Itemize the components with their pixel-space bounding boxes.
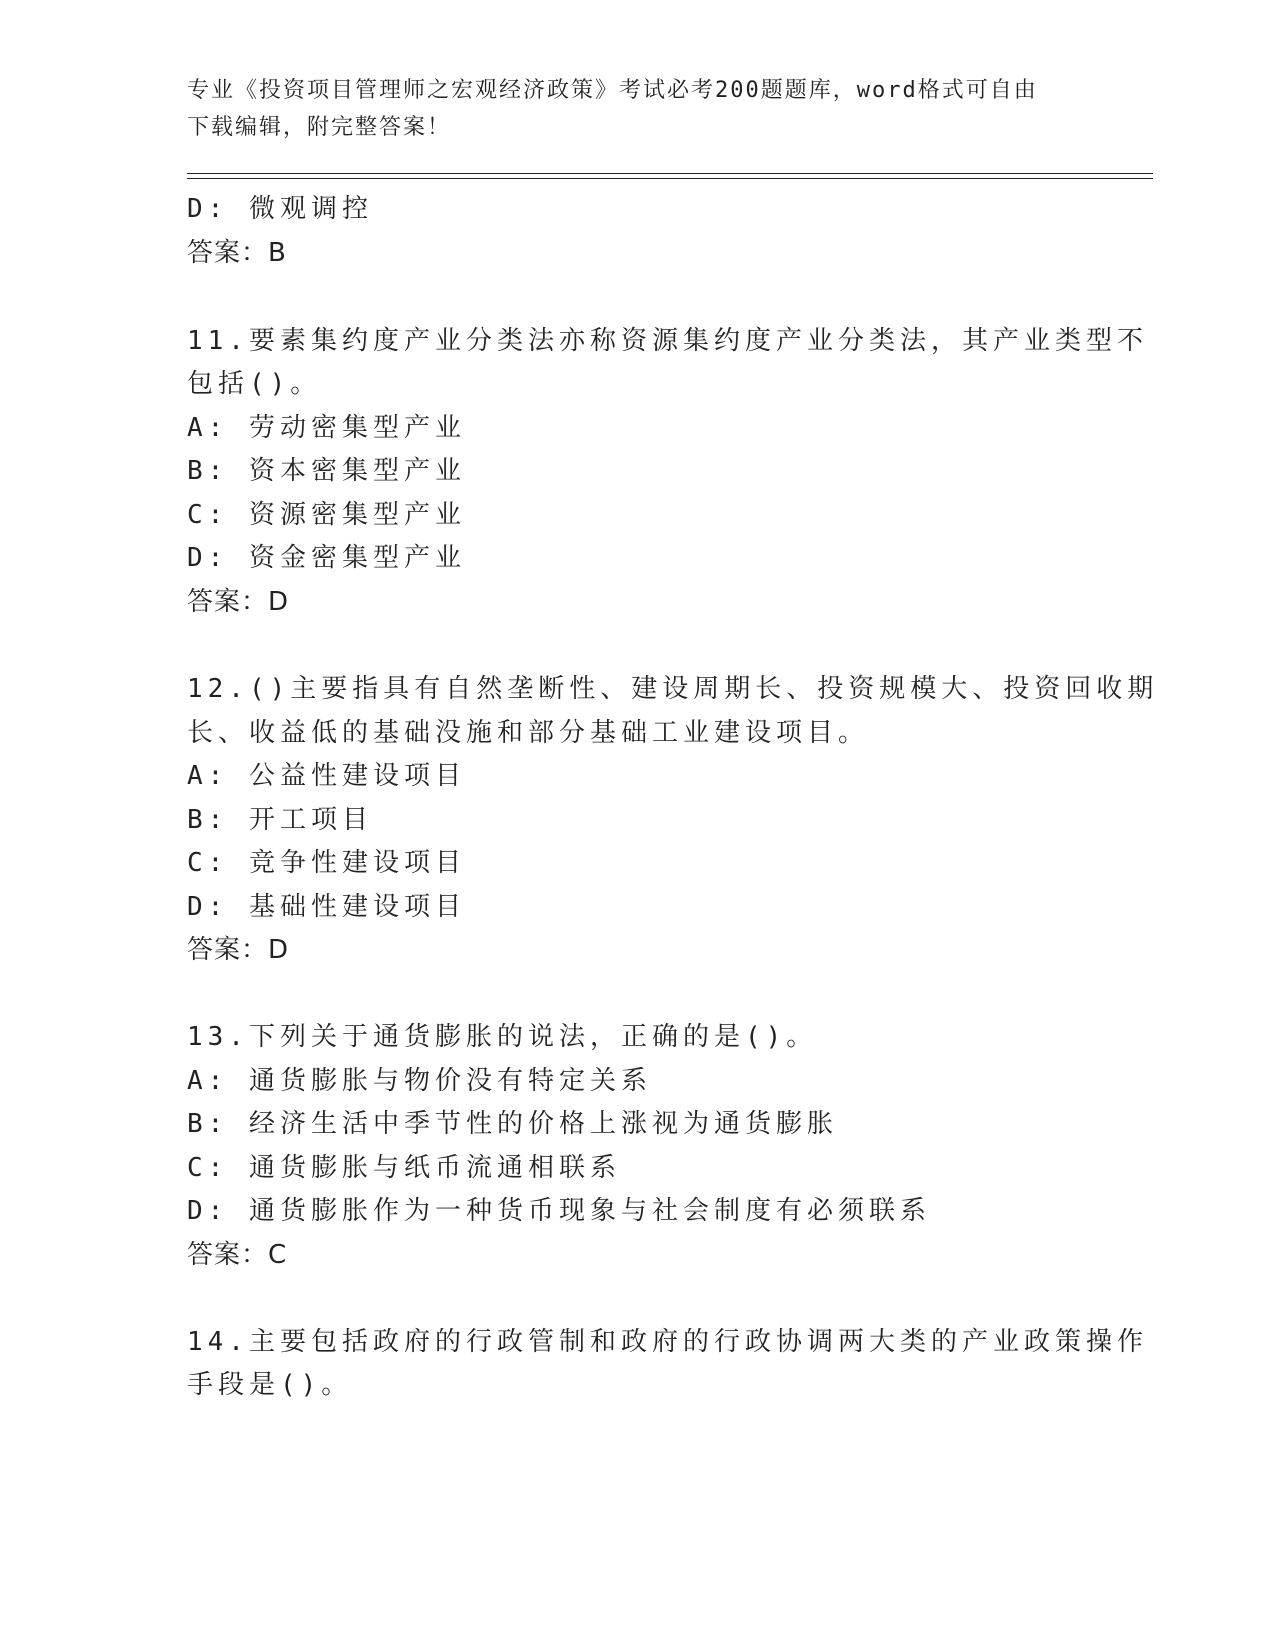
- question-stem-line-2: 长、收益低的基础没施和部分基础工业建设项目。: [187, 718, 870, 748]
- answer: 答案：D: [187, 587, 290, 617]
- header-rule-top: [187, 173, 1153, 174]
- header-rule-bottom: [187, 178, 1153, 179]
- prev-option-d: D: 微观调控: [187, 194, 373, 224]
- option-d: D: 通货膨胀作为一种货币现象与社会制度有必须联系: [187, 1196, 931, 1226]
- option-a: A: 通货膨胀与物价没有特定关系: [187, 1066, 652, 1096]
- question-stem-line-2: 包括()。: [187, 369, 322, 399]
- prev-answer: 答案：B: [187, 238, 287, 268]
- option-a: A: 公益性建设项目: [187, 761, 466, 791]
- option-d: D: 基础性建设项目: [187, 892, 466, 922]
- question-stem-line-2: 手段是()。: [187, 1370, 353, 1400]
- option-c: C: 竞争性建设项目: [187, 848, 466, 878]
- option-d: D: 资金密集型产业: [187, 543, 466, 573]
- option-b: B: 经济生活中季节性的价格上涨视为通货膨胀: [187, 1109, 838, 1139]
- answer: 答案：C: [187, 1240, 288, 1270]
- question-stem-line-1: 13.下列关于通货膨胀的说法，正确的是()。: [187, 1022, 818, 1052]
- option-c: C: 资源密集型产业: [187, 500, 466, 530]
- header-line-2: 下载编辑，附完整答案！: [187, 115, 452, 140]
- answer: 答案：D: [187, 935, 290, 965]
- option-b: B: 资本密集型产业: [187, 456, 466, 486]
- question-stem-line-1: 11.要素集约度产业分类法亦称资源集约度产业分类法，其产业类型不: [187, 326, 1148, 356]
- header-line-1: 专业《投资项目管理师之宏观经济政策》考试必考200题题库，word格式可自由: [187, 78, 1038, 103]
- option-a: A: 劳动密集型产业: [187, 413, 466, 443]
- question-stem-line-1: 12.()主要指具有自然垄断性、建设周期长、投资规模大、投资回收期: [187, 674, 1159, 704]
- question-stem-line-1: 14.主要包括政府的行政管制和政府的行政协调两大类的产业政策操作: [187, 1327, 1148, 1357]
- option-c: C: 通货膨胀与纸币流通相联系: [187, 1153, 621, 1183]
- document-header: [187, 72, 1067, 146]
- option-b: B: 开工项目: [187, 805, 373, 835]
